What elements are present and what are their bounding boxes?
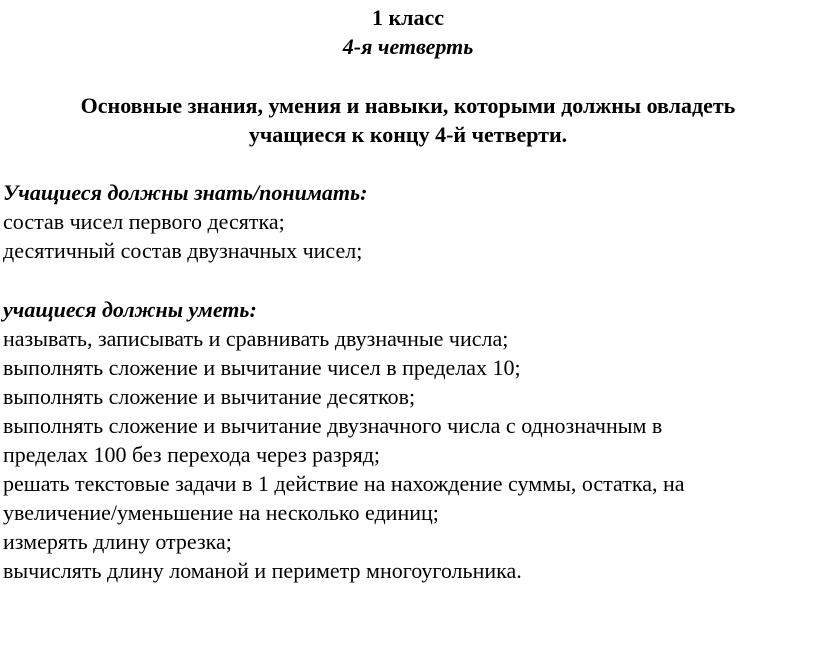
skill-line: выполнять сложение и вычитание двузначного числа с однозначным в — [3, 413, 663, 438]
know-item: состав чисел первого десятка; — [3, 209, 285, 234]
know-section-title: Учащиеся должны знать/понимать: — [3, 180, 368, 205]
quarter-subtitle: 4-я четверть — [342, 34, 474, 59]
heading-line-1: Основные знания, умения и навыки, которыми должны овладеть — [80, 93, 736, 118]
skill-line: измерять длину отрезка; — [3, 529, 232, 554]
skill-line: пределах 100 без перехода через разряд; — [3, 442, 381, 467]
skill-line: решать текстовые задачи в 1 действие на нахождение суммы, остатка, на — [3, 471, 685, 496]
skill-line: называть, записывать и сравнивать двузначные числа; — [3, 326, 509, 351]
know-item: десятичный состав двузначных чисел; — [3, 238, 363, 263]
heading-line-2: учащиеся к концу 4-й четверти. — [248, 122, 568, 147]
skills-section-title: учащиеся должны уметь: — [3, 297, 257, 322]
skill-line: выполнять сложение и вычитание чисел в пределах 10; — [3, 355, 521, 380]
skill-line: выполнять сложение и вычитание десятков; — [3, 384, 416, 409]
skill-line: увеличение/уменьшение на несколько единиц; — [3, 500, 439, 525]
skill-line: вычислять длину ломаной и периметр многоугольника. — [3, 558, 522, 583]
grade-title: 1 класс — [371, 5, 445, 30]
